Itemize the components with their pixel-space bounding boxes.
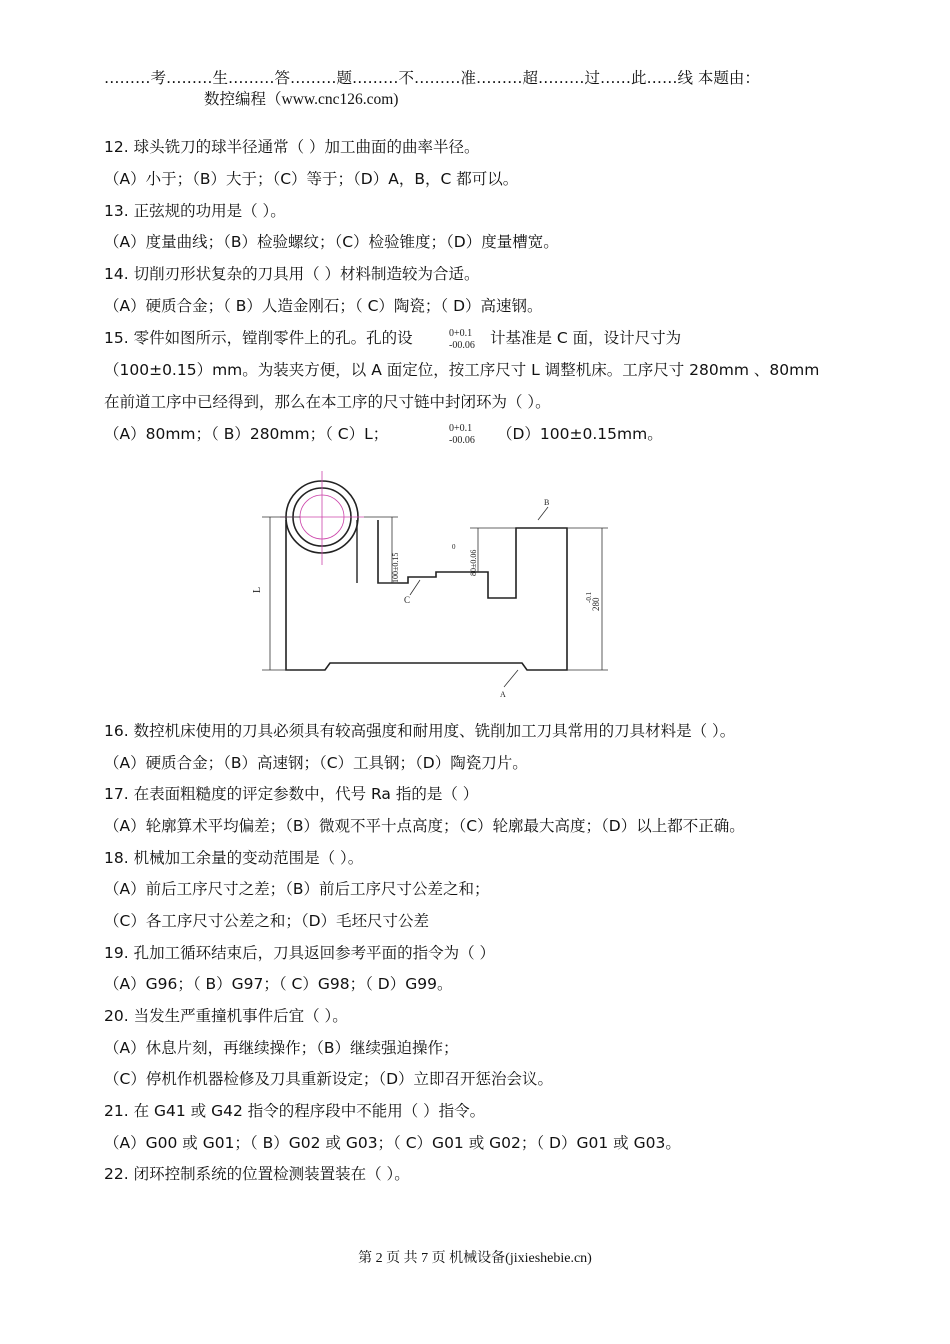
label-100: 100±0.15 (391, 552, 400, 583)
q21-stem: 21. 在 G41 或 G42 指令的程序段中不能用（ ）指令。 (104, 1102, 486, 1120)
part-drawing (0, 465, 950, 725)
q16-stem: 16. 数控机床使用的刀具必须具有较高强度和耐用度、铣削加工刀具常用的刀具材料是（ ）。 (104, 722, 736, 740)
q18-options-2: （C）各工序尺寸公差之和；（D）毛坯尺寸公差 (104, 912, 430, 930)
label-80: 80±0.06 (469, 549, 478, 576)
part-outline (286, 520, 567, 670)
label-C: C (404, 595, 411, 605)
leader-C (410, 580, 420, 595)
leader-A (504, 670, 518, 687)
q20-stem: 20. 当发生严重撞机事件后宜（ ）。 (104, 1007, 348, 1025)
q16-options: （A）硬质合金；（B）高速钢；（C）工具钢；（D）陶瓷刀片。 (104, 754, 528, 772)
q15-options-part1: （A）80mm；（ B）280mm；（ C）L； (104, 425, 389, 443)
tolerance-lower-2: -00.06 (449, 435, 475, 446)
label-L: L (252, 586, 263, 593)
q18-options-1: （A）前后工序尺寸之差；（B）前后工序尺寸公差之和； (104, 880, 490, 898)
q15-stem-part2: 计基准是 C 面，设计尺寸为 (490, 329, 682, 347)
q12-stem: 12. 球头铣刀的球半径通常（ ）加工曲面的曲率半径。 (104, 138, 480, 156)
label-B: B (544, 498, 550, 507)
q18-stem: 18. 机械加工余量的变动范围是（ ）。 (104, 849, 364, 867)
label-80-sup: 0 (452, 543, 456, 551)
q20-options-2: （C）停机作机器检修及刀具重新设定；（D）立即召开惩治会议。 (104, 1070, 554, 1088)
q19-options: （A）G96；（ B）G97；（ C）G98；（ D）G99。 (104, 975, 453, 993)
q17-stem: 17. 在表面粗糙度的评定参数中，代号 Ra 指的是（ ） (104, 785, 479, 803)
q19-stem: 19. 孔加工循环结束后，刀具返回参考平面的指令为（ ） (104, 944, 496, 962)
tolerance-lower-1: -00.06 (449, 340, 475, 351)
q12-options: （A）小于；（B）大于；（C）等于；（D）A，B，C 都可以。 (104, 170, 519, 188)
header-line-1: ………考………生………答………题………不………准………超………过……此……线 本题由： (104, 69, 760, 87)
page-footer: 第 2 页 共 7 页 机械设备(jixieshebie.cn) (358, 1251, 592, 1266)
leader-B (538, 507, 548, 520)
label-280-sup: -0.1 (585, 591, 593, 603)
label-280: 280 (591, 597, 601, 611)
q22-stem: 22. 闭环控制系统的位置检测装置装在（ ）。 (104, 1165, 410, 1183)
q14-options: （A）硬质合金；（ B）人造金刚石；（ C）陶瓷；（ D）高速钢。 (104, 297, 543, 315)
tolerance-upper-2: 0+0.1 (449, 423, 473, 434)
label-A: A (500, 690, 506, 699)
q13-options: （A）度量曲线；（B）检验螺纹；（C）检验锥度；（D）度量槽宽。 (104, 233, 559, 251)
q17-options: （A）轮廓算术平均偏差；（B）微观不平十点高度；（C）轮廓最大高度；（D）以上都不正确。 (104, 817, 745, 835)
q21-options: （A）G00 或 G01；（ B）G02 或 G03；（ C）G01 或 G02；（ D）G01 或 G03。 (104, 1134, 681, 1152)
q14-stem: 14. 切削刃形状复杂的刀具用（ ）材料制造较为合适。 (104, 265, 480, 283)
q15-stem-line2: （100±0.15）mm。为装夹方便，以 A 面定位，按工序尺寸 L 调整机床。工序尺寸 280mm 、80mm (104, 361, 820, 379)
header-line-2: 数控编程（www.cnc126.com) (204, 91, 399, 108)
q20-options-1: （A）休息片刻，再继续操作；（B）继续强迫操作； (104, 1039, 459, 1057)
tolerance-upper-1: 0+0.1 (449, 328, 473, 339)
q15-stem-line3: 在前道工序中已经得到，那么在本工序的尺寸链中封闭环为（ ）。 (104, 393, 551, 411)
q15-stem-part1: 15. 零件如图所示，镗削零件上的孔。孔的设 (104, 329, 413, 347)
q13-stem: 13. 正弦规的功用是（ ）。 (104, 202, 286, 220)
q15-options-part2: （D）100±0.15mm。 (497, 425, 663, 443)
